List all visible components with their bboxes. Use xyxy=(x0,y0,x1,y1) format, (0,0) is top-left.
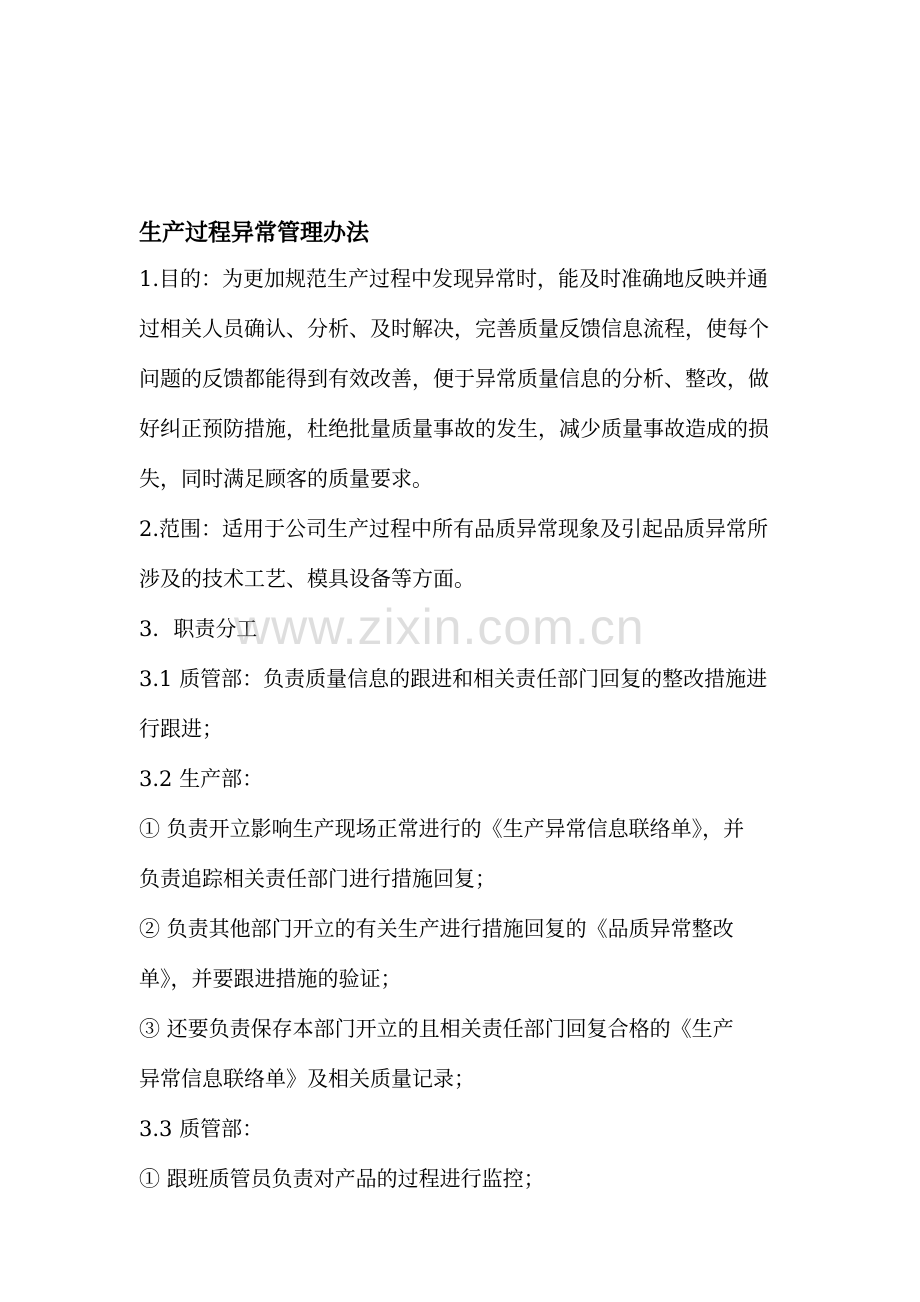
body-line: 单》，并要跟进措施的验证； xyxy=(139,967,402,991)
body-line: 涉及的技术工艺、模具设备等方面。 xyxy=(139,567,475,591)
body-line: 2.范围：适用于公司生产过程中所有品质异常现象及引起品质异常所 xyxy=(139,517,769,541)
body-line: 好纠正预防措施，杜绝批量质量事故的发生，减少质量事故造成的损 xyxy=(139,417,769,441)
section-heading: 3．职责分工 xyxy=(139,617,258,641)
body-line: 3.1 质管部：负责质量信息的跟进和相关责任部门回复的整改措施进 xyxy=(139,667,768,691)
body-line: 负责追踪相关责任部门进行措施回复； xyxy=(139,867,496,891)
body-line: 过相关人员确认、分析、及时解决，完善质量反馈信息流程，使每个 xyxy=(139,317,769,341)
body-line: 行跟进； xyxy=(139,717,223,741)
body-line: 问题的反馈都能得到有效改善，便于异常质量信息的分析、整改，做 xyxy=(139,367,769,391)
document-title: 生产过程异常管理办法 xyxy=(139,219,369,246)
body-line: 异常信息联络单》及相关质量记录； xyxy=(139,1067,475,1091)
list-item: ① 负责开立影响生产现场正常进行的《生产异常信息联络单》，并 xyxy=(139,817,745,841)
watermark: www.zixin.com.cn xyxy=(234,599,645,655)
list-item: ② 负责其他部门开立的有关生产进行措施回复的《品质异常整改 xyxy=(139,917,734,941)
list-item: ③ 还要负责保存本部门开立的且相关责任部门回复合格的《生产 xyxy=(139,1017,734,1041)
list-item: ① 跟班质管员负责对产品的过程进行监控； xyxy=(139,1167,545,1191)
body-line: 1.目的：为更加规范生产过程中发现异常时，能及时准确地反映并通 xyxy=(139,267,769,291)
subsection-heading: 3.2 生产部： xyxy=(139,767,264,791)
body-line: 失，同时满足顾客的质量要求。 xyxy=(139,467,433,491)
subsection-heading: 3.3 质管部： xyxy=(139,1117,264,1141)
